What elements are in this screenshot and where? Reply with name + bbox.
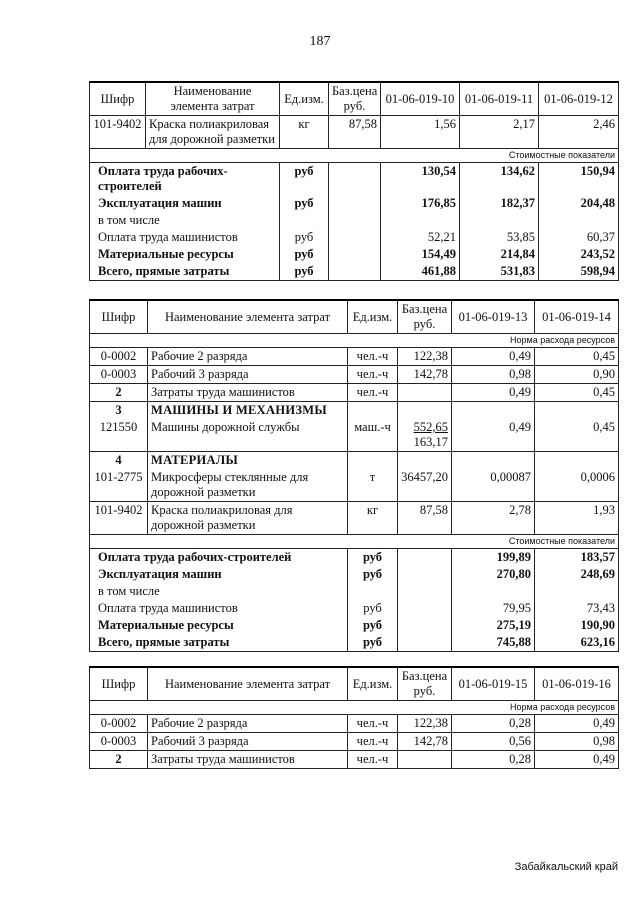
table-row bbox=[90, 419, 619, 452]
row-price: 122,38 bbox=[398, 348, 452, 366]
row-value-3: 2,46 bbox=[539, 116, 619, 149]
header-col-1: 01-06-019-10 bbox=[381, 82, 460, 116]
cost-value-2 bbox=[535, 583, 619, 600]
cost-row bbox=[90, 212, 619, 229]
table-row bbox=[90, 384, 619, 402]
cost-value-1: 275,19 bbox=[452, 617, 535, 634]
cost-row bbox=[90, 617, 619, 634]
row-value-2: 0,45 bbox=[535, 384, 619, 402]
row-unit: чел.-ч bbox=[348, 366, 398, 384]
row-code: 101-9402 bbox=[90, 116, 146, 149]
header-col-2: 01-06-019-14 bbox=[535, 300, 619, 334]
cost-value-1: 176,85 bbox=[381, 195, 460, 212]
header-col-2: 01-06-019-11 bbox=[460, 82, 539, 116]
header-unit: Ед.изм. bbox=[348, 300, 398, 334]
cost-value-1: 461,88 bbox=[381, 263, 460, 281]
cost-row bbox=[90, 549, 619, 567]
cost-row-total bbox=[90, 263, 619, 281]
header-code: Шифр bbox=[90, 82, 146, 116]
header-price: Баз.цена руб. bbox=[398, 667, 452, 701]
cost-value-2: 248,69 bbox=[535, 566, 619, 583]
row-value-1: 0,28 bbox=[452, 751, 535, 769]
cost-value-1: 79,95 bbox=[452, 600, 535, 617]
cost-unit: руб bbox=[280, 246, 329, 263]
row-name: Затраты труда машинистов bbox=[148, 384, 348, 402]
cost-unit: руб bbox=[280, 229, 329, 246]
header-unit: Ед.изм. bbox=[280, 82, 329, 116]
row-value-2: 0,98 bbox=[535, 733, 619, 751]
cost-unit: руб bbox=[348, 634, 398, 652]
row-name: Рабочий 3 разряда bbox=[148, 366, 348, 384]
group-name: МАТЕРИАЛЫ bbox=[148, 452, 348, 470]
row-price: 36457,20 bbox=[398, 469, 452, 502]
header-code: Шифр bbox=[90, 300, 148, 334]
cost-value-2: 73,43 bbox=[535, 600, 619, 617]
section-label: Норма расхода ресурсов bbox=[90, 701, 619, 715]
row-value-1: 0,49 bbox=[452, 384, 535, 402]
row-code: 101-9402 bbox=[90, 502, 148, 535]
row-code: 0-0003 bbox=[90, 366, 148, 384]
header-price: Баз.цена руб. bbox=[329, 82, 381, 116]
cost-row bbox=[90, 229, 619, 246]
cost-value-3: 204,48 bbox=[539, 195, 619, 212]
cost-name: Оплата труда машинистов bbox=[90, 600, 348, 617]
table-row bbox=[90, 733, 619, 751]
estimate-table-2 bbox=[89, 299, 619, 652]
cost-unit: руб bbox=[348, 617, 398, 634]
cost-name: Оплата труда машинистов bbox=[90, 229, 280, 246]
group-row bbox=[90, 402, 619, 420]
cost-value-1: 745,88 bbox=[452, 634, 535, 652]
section-header bbox=[90, 701, 619, 715]
header-col-2: 01-06-019-16 bbox=[535, 667, 619, 701]
table-row bbox=[90, 116, 619, 149]
row-value-2: 0,49 bbox=[535, 751, 619, 769]
row-unit: чел.-ч bbox=[348, 384, 398, 402]
row-value-2: 0,49 bbox=[535, 715, 619, 733]
cost-unit bbox=[348, 583, 398, 600]
row-name: Машины дорожной службы bbox=[148, 419, 348, 452]
table-row bbox=[90, 348, 619, 366]
row-value-1: 0,56 bbox=[452, 733, 535, 751]
row-value-1: 0,49 bbox=[452, 348, 535, 366]
cost-value-3: 60,37 bbox=[539, 229, 619, 246]
footer-region-label: Забайкальский край bbox=[514, 861, 618, 873]
cost-row bbox=[90, 583, 619, 600]
estimate-table-1 bbox=[89, 81, 619, 281]
cost-value-1 bbox=[381, 212, 460, 229]
group-code: 4 bbox=[90, 452, 148, 470]
cost-value-3: 150,94 bbox=[539, 163, 619, 196]
cost-value-3 bbox=[539, 212, 619, 229]
row-value-1: 0,00087 bbox=[452, 469, 535, 502]
cost-row bbox=[90, 600, 619, 617]
group-row bbox=[90, 452, 619, 470]
cost-unit: руб bbox=[280, 195, 329, 212]
row-value-1: 0,98 bbox=[452, 366, 535, 384]
cost-value-2: 531,83 bbox=[460, 263, 539, 281]
header-col-1: 01-06-019-13 bbox=[452, 300, 535, 334]
section-header bbox=[90, 535, 619, 549]
cost-name: Оплата труда рабочих-строителей bbox=[90, 549, 348, 567]
row-code: 0-0002 bbox=[90, 715, 148, 733]
cost-name: Материальные ресурсы bbox=[90, 246, 280, 263]
table3-header-row bbox=[90, 667, 619, 701]
row-unit: т bbox=[348, 469, 398, 502]
section-label: Стоимостные показатели bbox=[90, 535, 619, 549]
row-price: 142,78 bbox=[398, 366, 452, 384]
cost-name: в том числе bbox=[90, 583, 348, 600]
table-row bbox=[90, 502, 619, 535]
cost-unit bbox=[280, 212, 329, 229]
cost-value-2: 134,62 bbox=[460, 163, 539, 196]
group-code: 3 bbox=[90, 402, 148, 420]
table-row bbox=[90, 715, 619, 733]
row-value-2: 0,0006 bbox=[535, 469, 619, 502]
header-name: Наименование элемента затрат bbox=[148, 300, 348, 334]
header-col-3: 01-06-019-12 bbox=[539, 82, 619, 116]
cost-value-2 bbox=[460, 212, 539, 229]
row-value-2: 0,45 bbox=[535, 348, 619, 366]
row-value-2: 2,17 bbox=[460, 116, 539, 149]
row-name: Краска полиакриловая для дорожной разметки bbox=[146, 116, 280, 149]
row-value-1: 1,56 bbox=[381, 116, 460, 149]
cost-row bbox=[90, 246, 619, 263]
cost-value-2: 182,37 bbox=[460, 195, 539, 212]
table-row bbox=[90, 751, 619, 769]
cost-value-3: 598,94 bbox=[539, 263, 619, 281]
row-price: 87,58 bbox=[329, 116, 381, 149]
row-name: Рабочие 2 разряда bbox=[148, 348, 348, 366]
header-unit: Ед.изм. bbox=[348, 667, 398, 701]
cost-unit: руб bbox=[348, 566, 398, 583]
table-row bbox=[90, 469, 619, 502]
row-value-2: 1,93 bbox=[535, 502, 619, 535]
row-price bbox=[398, 751, 452, 769]
row-price bbox=[398, 419, 452, 452]
row-price: 122,38 bbox=[398, 715, 452, 733]
cost-unit: руб bbox=[280, 163, 329, 196]
cost-value-2: 53,85 bbox=[460, 229, 539, 246]
row-value-2: 0,45 bbox=[535, 419, 619, 452]
row-value-1: 2,78 bbox=[452, 502, 535, 535]
cost-value-2: 190,90 bbox=[535, 617, 619, 634]
table2-header-row bbox=[90, 300, 619, 334]
cost-name: Материальные ресурсы bbox=[90, 617, 348, 634]
row-name: Краска полиакриловая для дорожной разметки bbox=[148, 502, 348, 535]
cost-row bbox=[90, 163, 619, 196]
row-unit: чел.-ч bbox=[348, 348, 398, 366]
header-col-1: 01-06-019-15 bbox=[452, 667, 535, 701]
cost-name: Эксплуатация машин bbox=[90, 195, 280, 212]
cost-value-1: 270,80 bbox=[452, 566, 535, 583]
cost-value-1: 130,54 bbox=[381, 163, 460, 196]
table-row bbox=[90, 366, 619, 384]
cost-row-total bbox=[90, 634, 619, 652]
section-label: Норма расхода ресурсов bbox=[90, 334, 619, 348]
row-unit: чел.-ч bbox=[348, 715, 398, 733]
page-number: 187 bbox=[309, 34, 331, 49]
row-price bbox=[398, 384, 452, 402]
row-unit: чел.-ч bbox=[348, 751, 398, 769]
header-code: Шифр bbox=[90, 667, 148, 701]
row-price: 87,58 bbox=[398, 502, 452, 535]
cost-unit: руб bbox=[280, 263, 329, 281]
cost-row bbox=[90, 195, 619, 212]
row-value-1: 0,49 bbox=[452, 419, 535, 452]
cost-value-2: 183,57 bbox=[535, 549, 619, 567]
section-header bbox=[90, 334, 619, 348]
row-unit: кг bbox=[348, 502, 398, 535]
cost-name: Всего, прямые затраты bbox=[90, 263, 280, 281]
cost-row bbox=[90, 566, 619, 583]
row-value-2: 0,90 bbox=[535, 366, 619, 384]
row-code: 2 bbox=[90, 384, 148, 402]
row-unit: чел.-ч bbox=[348, 733, 398, 751]
cost-name: в том числе bbox=[90, 212, 280, 229]
row-name: Микросферы стеклянные для дорожной разметки bbox=[148, 469, 348, 502]
row-name: Затраты труда машинистов bbox=[148, 751, 348, 769]
header-name: Наименование элемента затрат bbox=[148, 667, 348, 701]
table1-header-row bbox=[90, 82, 619, 116]
cost-name: Оплата труда рабочих-строителей bbox=[90, 163, 280, 196]
row-price: 142,78 bbox=[398, 733, 452, 751]
cost-value-3: 243,52 bbox=[539, 246, 619, 263]
price-top: 552,65 bbox=[413, 420, 448, 434]
row-name: Рабочий 3 разряда bbox=[148, 733, 348, 751]
row-code: 121550 bbox=[90, 419, 148, 452]
row-value-1: 0,28 bbox=[452, 715, 535, 733]
header-price: Баз.цена руб. bbox=[398, 300, 452, 334]
estimate-table-3 bbox=[89, 666, 619, 769]
row-code: 0-0003 bbox=[90, 733, 148, 751]
group-name: МАШИНЫ И МЕХАНИЗМЫ bbox=[148, 402, 348, 420]
cost-value-1: 199,89 bbox=[452, 549, 535, 567]
cost-name: Всего, прямые затраты bbox=[90, 634, 348, 652]
header-name: Наименование элемента затрат bbox=[146, 82, 280, 116]
cost-value-1 bbox=[452, 583, 535, 600]
cost-value-1: 154,49 bbox=[381, 246, 460, 263]
cost-value-2: 214,84 bbox=[460, 246, 539, 263]
row-code: 101-2775 bbox=[90, 469, 148, 502]
row-code: 0-0002 bbox=[90, 348, 148, 366]
cost-unit: руб bbox=[348, 549, 398, 567]
row-unit: кг bbox=[280, 116, 329, 149]
cost-value-2: 623,16 bbox=[535, 634, 619, 652]
section-label: Стоимостные показатели bbox=[90, 149, 619, 163]
cost-unit: руб bbox=[348, 600, 398, 617]
section-header bbox=[90, 149, 619, 163]
row-code: 2 bbox=[90, 751, 148, 769]
row-unit: маш.-ч bbox=[348, 419, 398, 452]
cost-value-1: 52,21 bbox=[381, 229, 460, 246]
cost-name: Эксплуатация машин bbox=[90, 566, 348, 583]
price-bottom: 163,17 bbox=[413, 435, 448, 449]
row-name: Рабочие 2 разряда bbox=[148, 715, 348, 733]
